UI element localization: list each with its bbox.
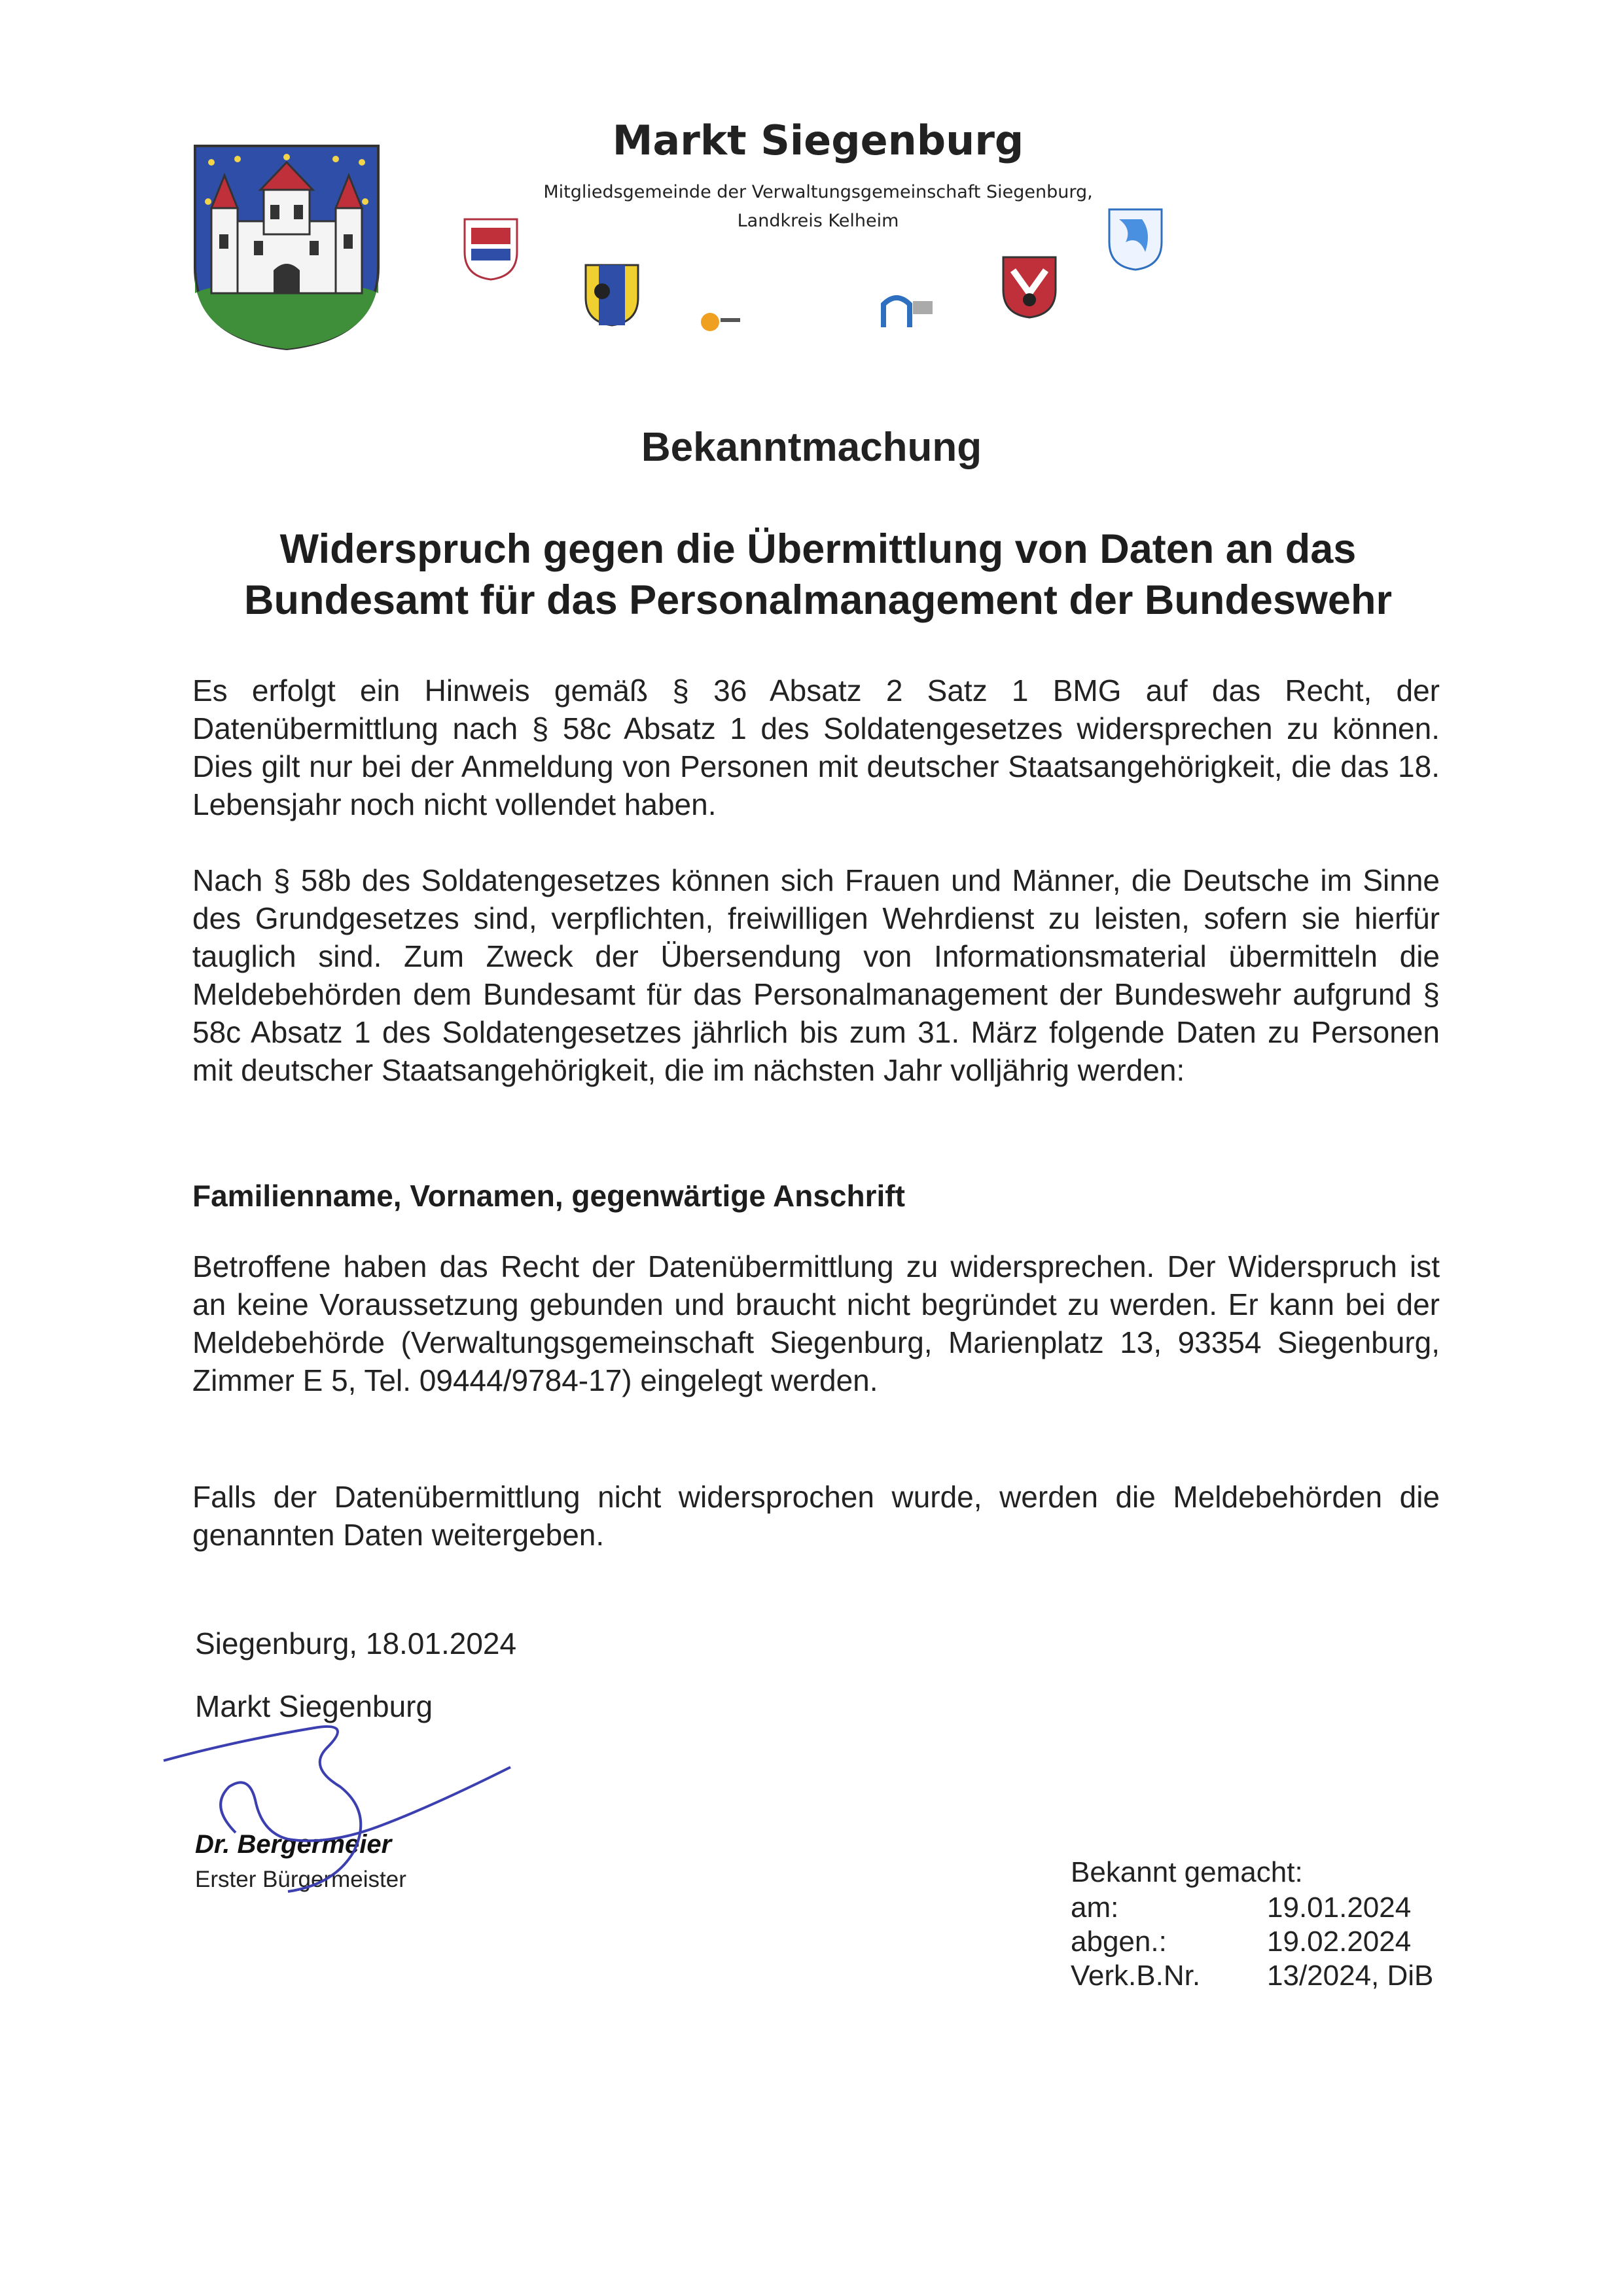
subject-heading: Widerspruch gegen die Übermittlung von Daten an das Bundesamt für das Personalmanagement der Bundeswehr xyxy=(244,526,1392,623)
municipality-title: Markt Siegenburg xyxy=(612,117,1024,164)
paragraph-notice: Es erfolgt ein Hinweis gemäß § 36 Absatz 2 Satz 1 BMG auf das Recht, der Datenübermittlung nach § 58c Absatz 1 des Soldatengesetzes widersprechen zu können. Dies gilt nur bei der Anmeldung von Personen mit deutscher Staatsangehörigkeit, die das 18. Lebensjahr noch nicht vollendet haben. xyxy=(192,673,1440,821)
handwritten-signature-icon xyxy=(157,1702,524,1898)
kirchdorf-crest-icon xyxy=(1106,206,1165,272)
paragraph-objection-right: Betroffene haben das Recht der Datenübermittlung zu widersprechen. Der Widerspruch ist an keine Voraussetzung gebunden und braucht nicht begründet zu werden. Er kann bei der Meldebehörde (Verwaltungsgemeinschaft Siegenburg, Marienplatz 13, 93354 Siegenburg, Zimmer E 5, Tel. 09444/9784-17) eingelegt werden. xyxy=(192,1249,1440,1397)
place-date: Siegenburg, 18.01.2024 xyxy=(195,1626,517,1660)
ihrlerstein-crest-icon xyxy=(461,216,520,281)
train-crest-icon xyxy=(1000,254,1059,319)
wildenberg-crest-icon xyxy=(582,262,641,327)
zweckverband-logo-icon xyxy=(877,291,936,331)
announcement-heading: Bekanntmachung xyxy=(641,425,982,470)
signer-role: Erster Bürgermeister xyxy=(195,1867,406,1892)
notice-heading: Bekannt gemacht: xyxy=(1071,1856,1303,1888)
notice-row-reference: Verk.B.Nr. 13/2024, DiB xyxy=(1071,1960,1434,1992)
notice-row-removed: abgen.: 19.02.2024 xyxy=(1071,1926,1412,1958)
notice-row-published: am: 19.01.2024 xyxy=(1071,1892,1412,1924)
paragraph-consequence: Falls der Datenübermittlung nicht widersprochen wurde, werden die Meldebehörden die genannten Daten weitergeben. xyxy=(192,1480,1440,1552)
schulverband-logo-icon xyxy=(697,308,743,334)
notice-table xyxy=(1071,1892,1433,1992)
data-fields-line: Familienname, Vornamen, gegenwärtige Anschrift xyxy=(192,1179,905,1213)
paragraph-legal-basis: Nach § 58b des Soldatengesetzes können sich Frauen und Männer, die Deutsche im Sinne des Grundgesetzes sind, verpflichten, freiwilligen Wehrdienst zu leisten, sofern sie hierfür tauglich sind. Zum Zweck der Übersendung von Informationsmaterial übermitteln die Meldebehörden dem Bundesamt für das Personalmanagement der Bundeswehr aufgrund § 58c Absatz 1 des Soldatengesetzes jährlich bis zum 31. März folgende Daten zu Personen mit deutscher Staatsangehörigkeit, die im nächsten Jahr volljährig werden: xyxy=(192,863,1440,1087)
siegenburg-crest-icon xyxy=(192,143,382,352)
signing-authority: Markt Siegenburg xyxy=(195,1689,433,1723)
signer-name: Dr. Bergermeier xyxy=(195,1830,392,1859)
municipality-subtitle: Mitgliedsgemeinde der Verwaltungsgemeinschaft Siegenburg, Landkreis Kelheim xyxy=(543,182,1093,231)
